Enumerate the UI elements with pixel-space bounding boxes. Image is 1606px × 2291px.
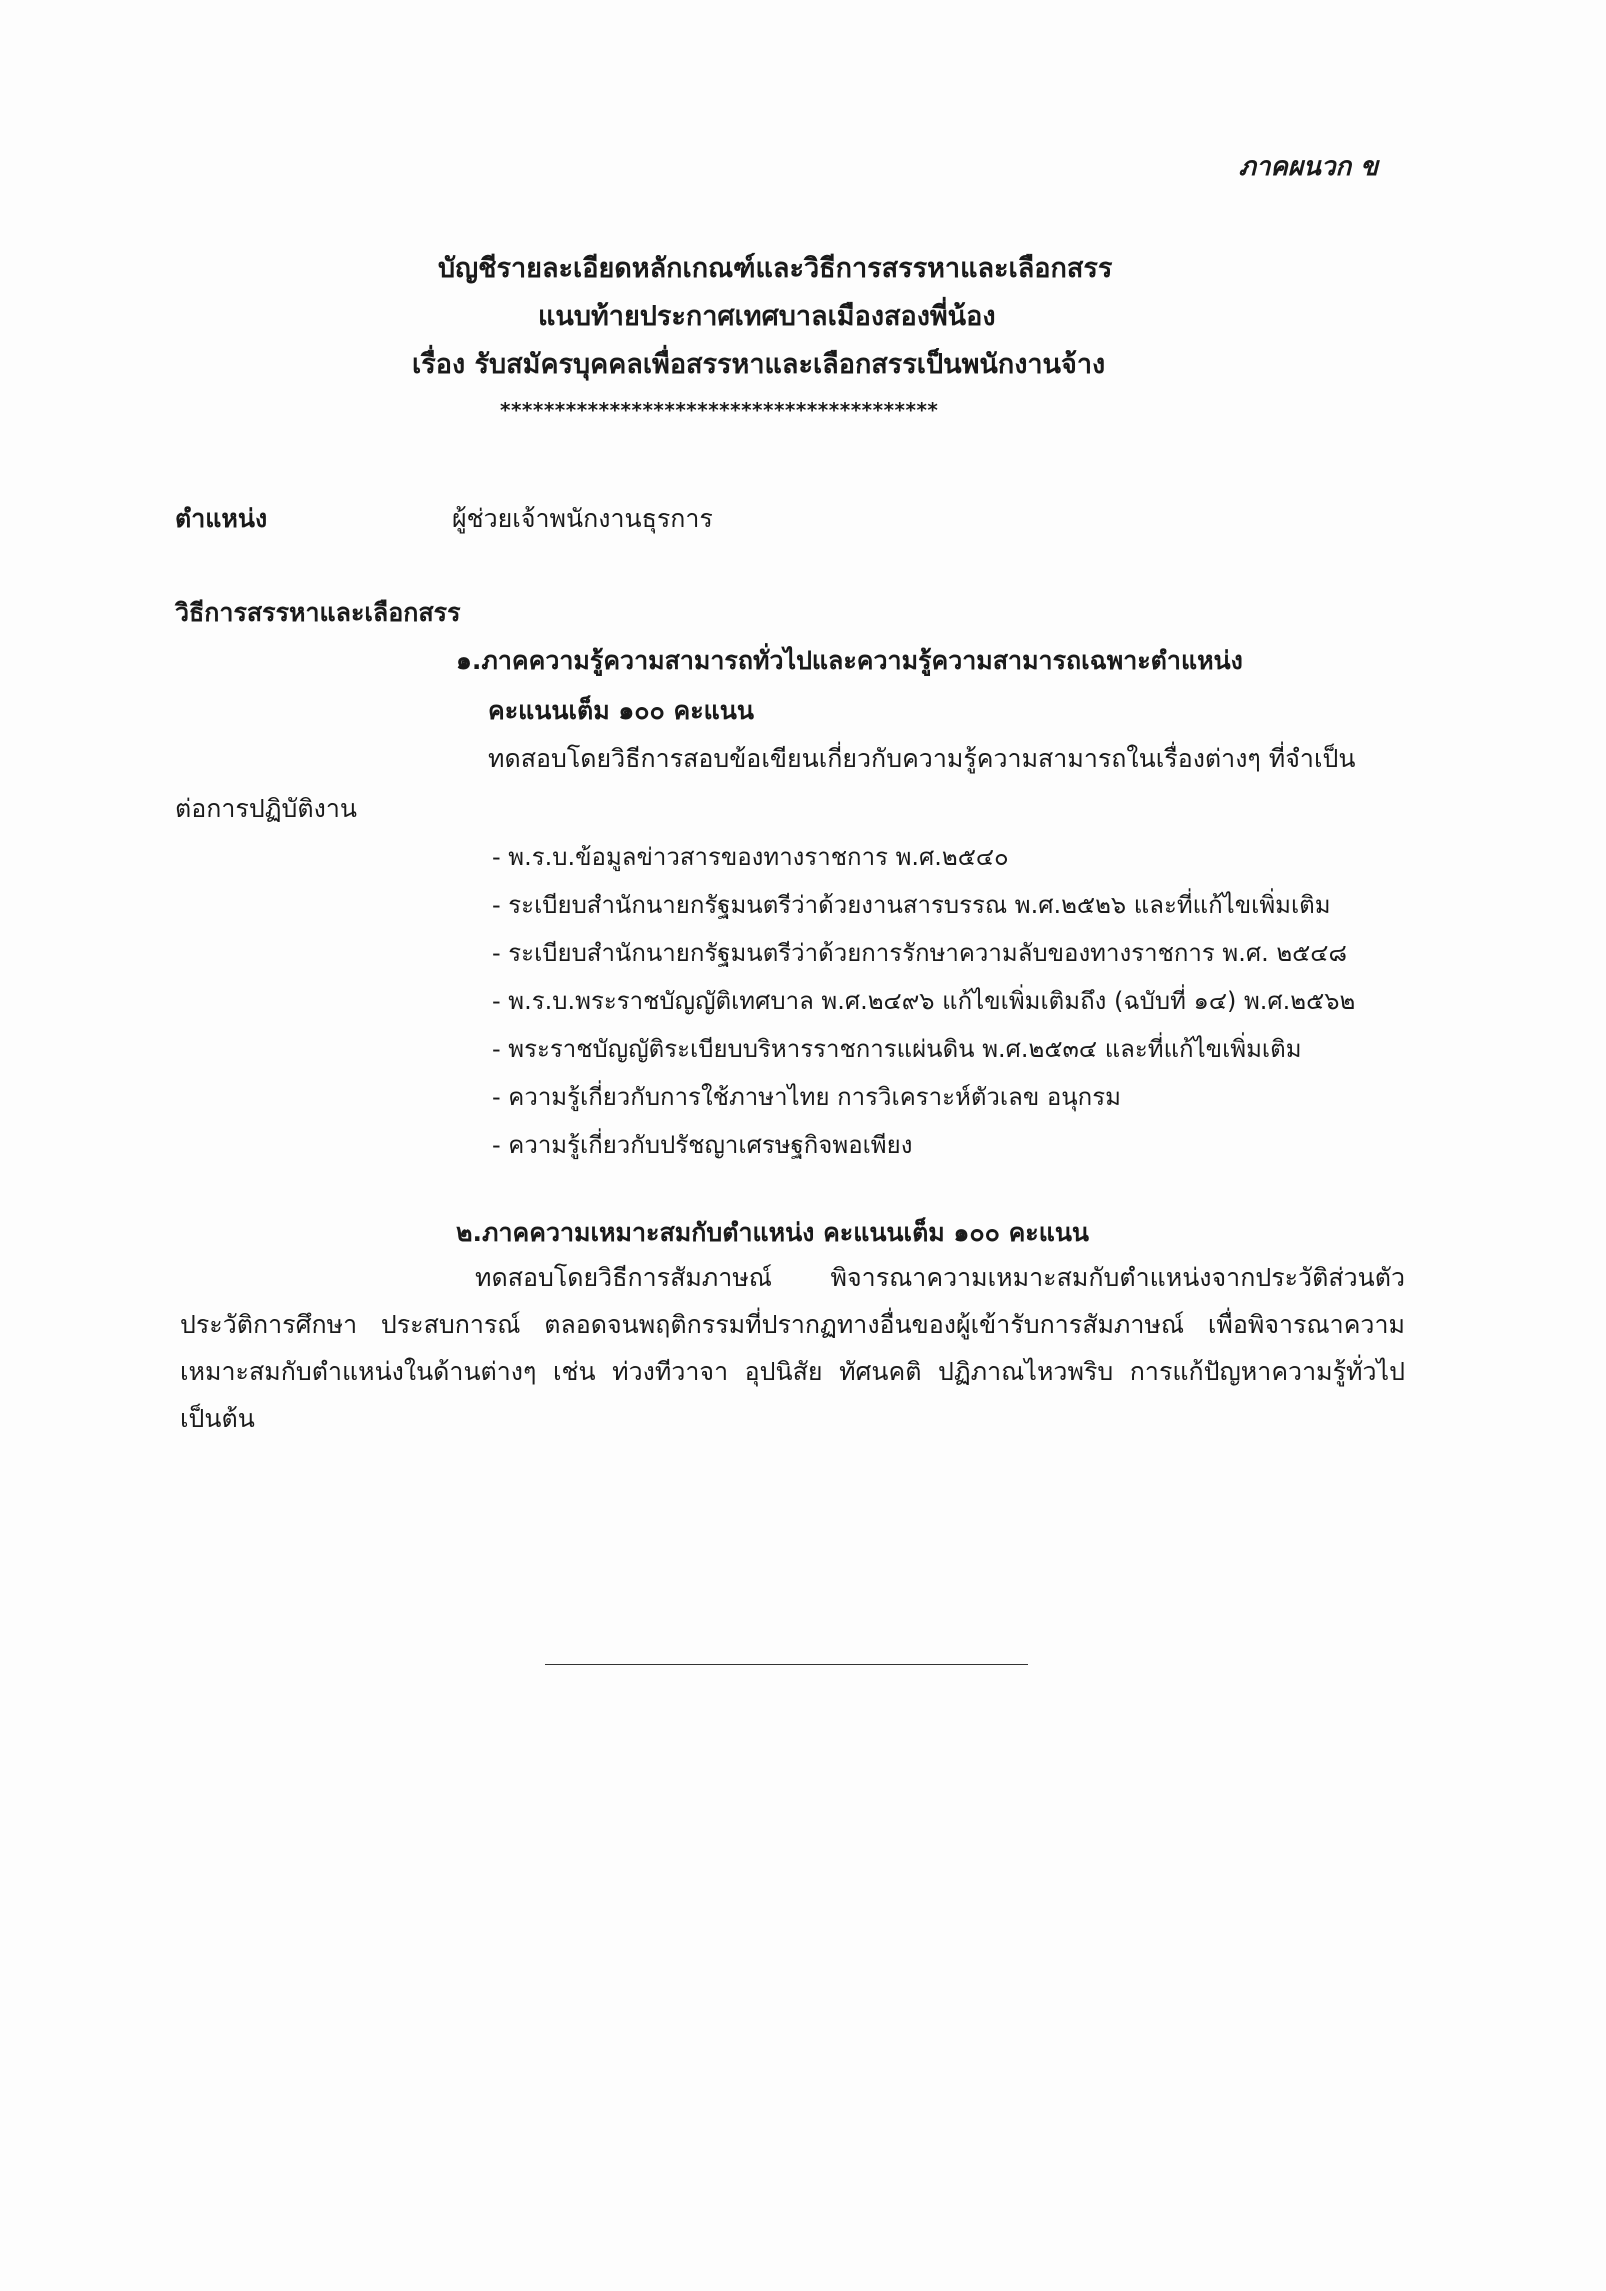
section2-paragraph: ทดสอบโดยวิธีการสัมภาษณ์ พิจารณาความเหมาะสมกับตำแหน่งจากประวัติส่วนตัว ประวัติการศึกษา ประสบการณ์ ตลอดจนพฤติกรรมที่ปรากฏทางอื่นของผู้เข้ารับการสัมภาษณ์ เพื่อพิจารณาความเหมาะสมกับตำแหน่งในด้านต่างๆ เช่น ท่วงทีวาจา อุปนิสัย ทัศนคติ ปฏิภาณไหวพริบ การแก้ปัญหาความรู้ทั่วไป เป็นต้น — [180, 1263, 1405, 1433]
section1-list-item: - พระราชบัญญัติระเบียบบริหารราชการแผ่นดิน พ.ศ.๒๕๓๔ และที่แก้ไขเพิ่มเติม — [492, 1035, 1302, 1063]
section1-list-item: - พ.ร.บ.ข้อมูลข่าวสารของทางราชการ พ.ศ.๒๕๔๐ — [492, 843, 1009, 871]
section1-intro-line1: ทดสอบโดยวิธีการสอบข้อเขียนเกี่ยวกับความรู้ความสามารถในเรื่องต่างๆ ที่จำเป็น — [488, 744, 1356, 773]
section1-list-item: - ระเบียบสำนักนายกรัฐมนตรีว่าด้วยงานสารบรรณ พ.ศ.๒๕๒๖ และที่แก้ไขเพิ่มเติม — [492, 891, 1331, 919]
section1-intro-line2: ต่อการปฏิบัติงาน — [175, 794, 357, 823]
heading-line-2: แนบท้ายประกาศเทศบาลเมืองสองพี่น้อง — [538, 301, 996, 332]
section1-list-item: - พ.ร.บ.พระราชบัญญัติเทศบาล พ.ศ.๒๔๙๖ แก้ไขเพิ่มเติมถึง (ฉบับที่ ๑๔) พ.ศ.๒๕๖๒ — [492, 987, 1356, 1015]
heading-line-1: บัญชีรายละเอียดหลักเกณฑ์และวิธีการสรรหาและเลือกสรร — [438, 253, 1113, 284]
section1-title: ๑.ภาคความรู้ความสามารถทั่วไปและความรู้ความสามารถเฉพาะตำแหน่ง — [456, 646, 1243, 675]
section1-score: คะแนนเต็ม ๑๐๐ คะแนน — [488, 696, 754, 725]
method-heading: วิธีการสรรหาและเลือกสรร — [175, 598, 461, 627]
closing-rule — [545, 1664, 1028, 1665]
heading-line-3: เรื่อง รับสมัครบุคคลเพื่อสรรหาและเลือกสรรเป็นพนักงานจ้าง — [412, 349, 1106, 380]
section1-list-item: - ความรู้เกี่ยวกับปรัชญาเศรษฐกิจพอเพียง — [492, 1131, 913, 1159]
position-label: ตำแหน่ง — [175, 504, 268, 533]
section2-title: ๒.ภาคความเหมาะสมกับตำแหน่ง คะแนนเต็ม ๑๐๐ คะแนน — [456, 1218, 1090, 1247]
section1-list-item: - ระเบียบสำนักนายกรัฐมนตรีว่าด้วยการรักษาความลับของทางราชการ พ.ศ. ๒๕๔๘ — [492, 939, 1347, 967]
section1-list-item: - ความรู้เกี่ยวกับการใช้ภาษาไทย การวิเคราะห์ตัวเลข อนุกรม — [492, 1083, 1121, 1111]
position-value: ผู้ช่วยเจ้าพนักงานธุรการ — [452, 504, 713, 533]
appendix-label: ภาคผนวก ข — [1238, 152, 1378, 182]
heading-separator: **************************************** — [500, 398, 939, 422]
